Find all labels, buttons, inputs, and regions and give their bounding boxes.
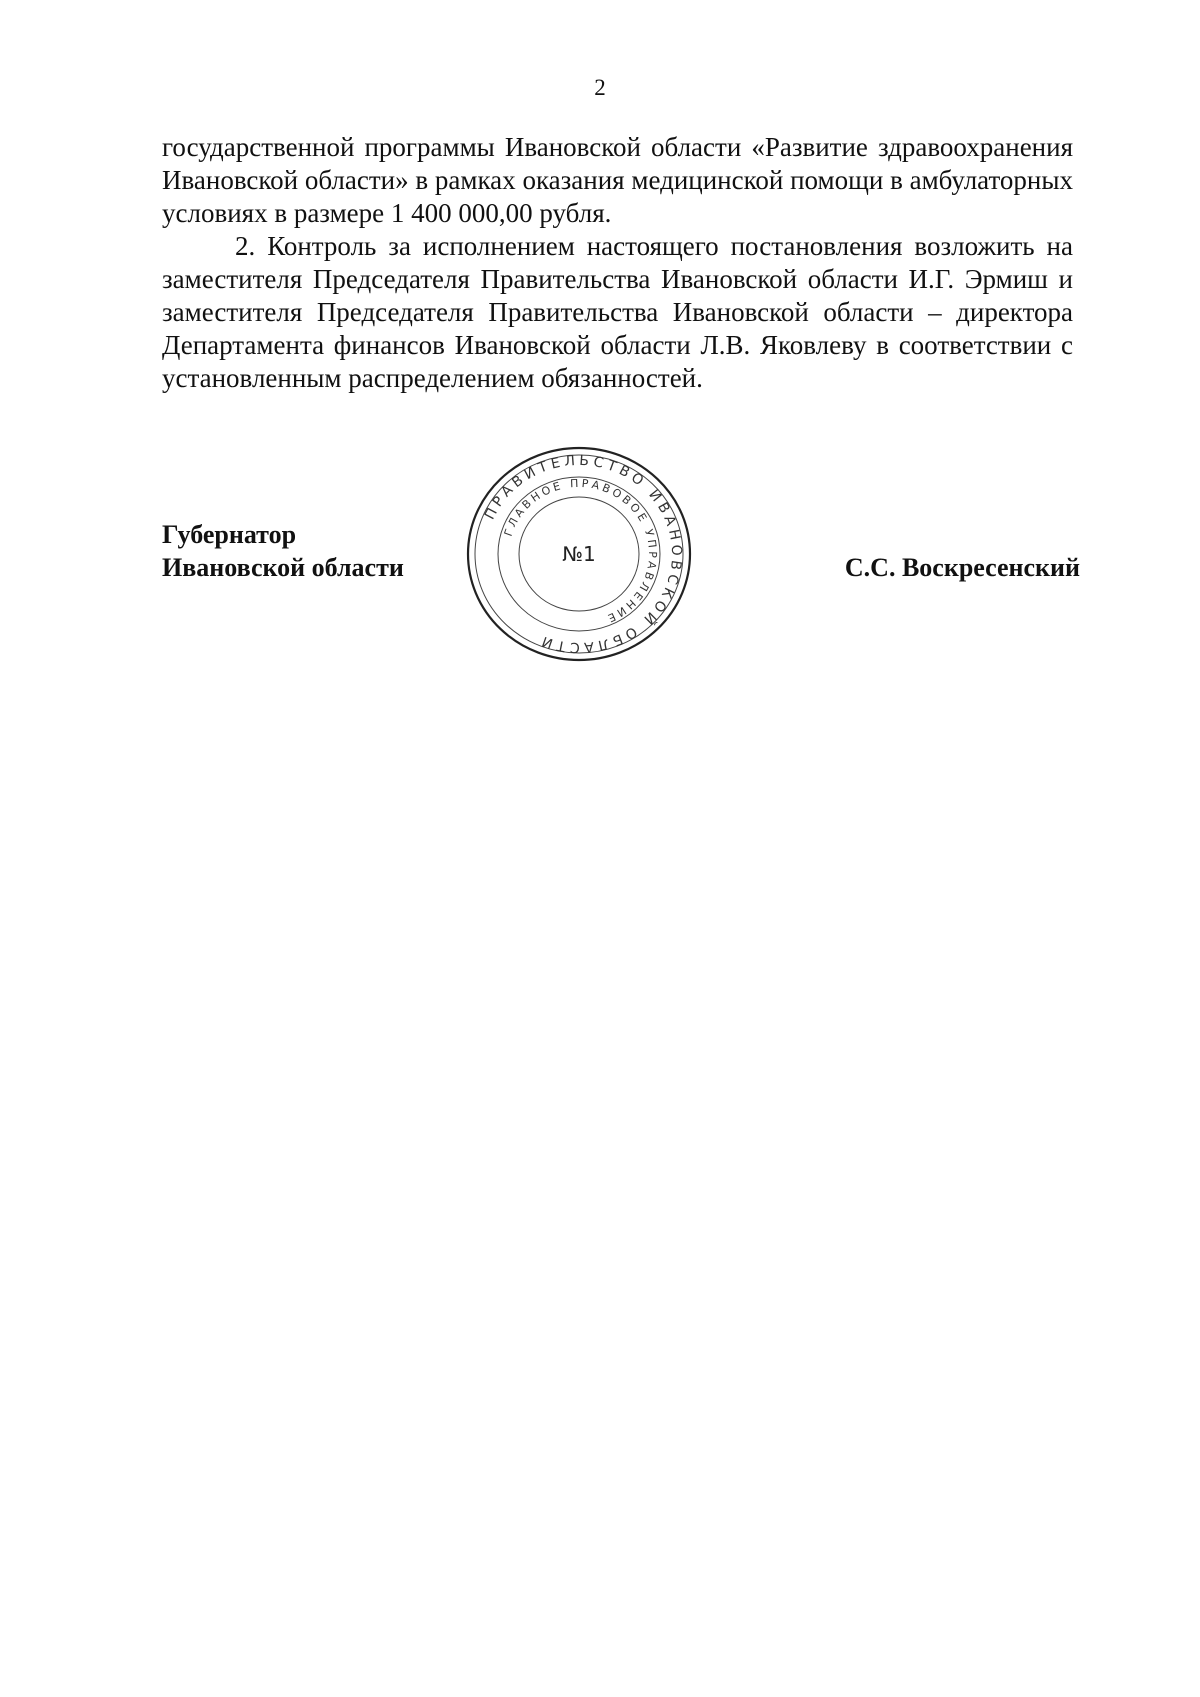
official-seal-stamp (464, 443, 694, 665)
signer-title-line-2: Ивановской области (162, 553, 404, 582)
seal-inner-text: ГЛАВНОЕ ПРАВОВОЕ УПРАВЛЕНИЕ (501, 476, 660, 626)
seal-outer-text: ПРАВИТЕЛЬСТВО ИВАНОВСКОЙ ОБЛАСТИ (481, 452, 685, 656)
page-number: 2 (594, 75, 606, 100)
signer-title (162, 518, 404, 584)
paragraph-continuation: государственной программы Ивановской области «Развитие здравоохранения Ивановской области» в рамках оказания медицинской помощи в амбулаторных условиях в размере 1 400 000,00 рубля. (162, 132, 1073, 228)
paragraph-control-clause: 2. Контроль за исполнением настоящего постановления возложить на заместителя Председателя Правительства Ивановской области И.Г. Эрмиш и заместителя Председателя Правительства Ивановской области – директора Департамента финансов Ивановской области Л.В. Яковлеву в соответствии с установленным распределением обязанностей. (162, 231, 1073, 393)
seal-graphic (464, 443, 694, 665)
signer-name: С.С. Воскресенский (844, 553, 1080, 582)
seal-number: №1 (562, 542, 596, 566)
signer-title-line-1: Губернатор (162, 520, 297, 549)
document-body (162, 131, 1073, 395)
